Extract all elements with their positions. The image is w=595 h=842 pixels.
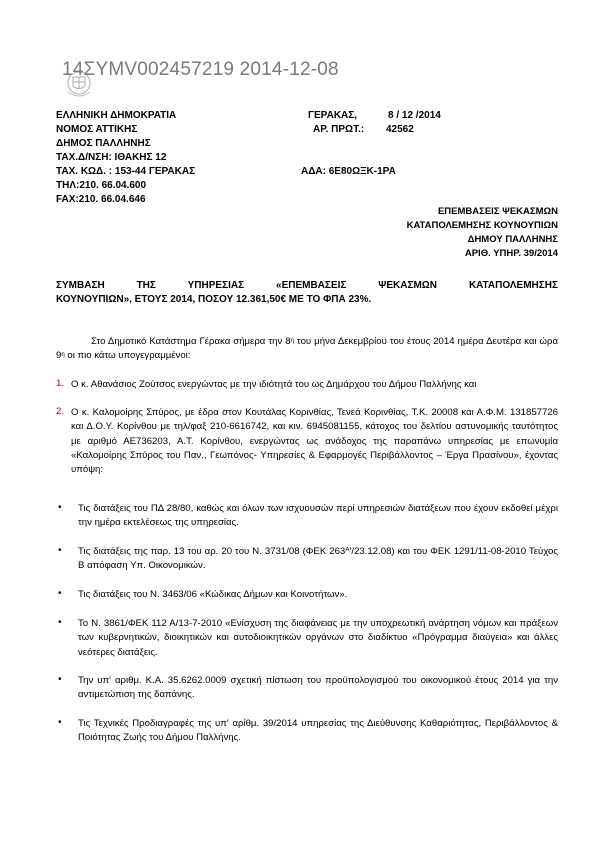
party-2-text: Ο κ. Καλομοίρης Σπύρος, με έδρα στον Κουτάλας Κορινθίας, Τενεά Κορινθίας, Τ.Κ. 20008 και Α.Φ.Μ. 131857726 και Δ.Ο.Υ. Κορίνθου με τηλ/φαξ 210-6616742, και κιν. 6945081155, κάτοχος του δελτίου αστυνομικής ταυτότητος με αριθμό ΑΕ736203, Α.Τ. Κορίνθου, ενεργώντας ως ανάδοχος της παραπάνω υπηρεσίας με επωνυμία «Καλομοίρης Σπύρος του Παν., Γεωπόνος- Υπηρεσίες & Εφαρμογές Περιβάλλοντος – Έργα Πρασίνου», έχοντας υπόψη: [71, 407, 558, 476]
intro-sup-1: η [290, 338, 294, 344]
header-ada: ΑΔΑ: 6Ε80ΩΞΚ-1ΡΑ [301, 166, 396, 177]
bullet-icon: • [58, 588, 62, 599]
service-name-line1: ΕΠΕΜΒΑΣΕΙΣ ΨΕΚΑΣΜΩΝ [437, 206, 558, 217]
consideration-1: Τις διατάξεις του ΠΔ 28/80, καθώς και όλων των ισχυουσών περί υπηρεσιών διατάξεων που έχουν εκδοθεί μέχρι την ημέρα εκτελέσεως της υπηρεσίας. [78, 503, 558, 529]
party-1-text: Ο κ. Αθανάσιος Ζούτσος ενεργώντας με την ιδιότητά του ως Δημάρχου του Δήμου Παλλήνης και [71, 379, 477, 390]
header-place: ΓΕΡΑΚΑΣ, [308, 110, 358, 121]
bullet-icon: • [58, 545, 62, 556]
service-name-line2: ΚΑΤΑΠΟΛΕΜΗΣΗΣ ΚΟΥΝΟΥΠΙΩΝ [406, 220, 558, 231]
party-number-2: 2. [56, 406, 65, 417]
party-number-1: 1. [56, 378, 65, 389]
bullet-icon: • [58, 502, 62, 513]
service-number: ΑΡΙΘ. ΥΠΗΡ. 39/2014 [464, 248, 558, 259]
consideration-3: Τις διατάξεις του Ν. 3463/06 «Κώδικας Δήμων και Κοινοτήτων». [78, 589, 348, 600]
bullet-icon: • [58, 674, 62, 685]
intro-text-a: Στο Δημοτικό Κατάστημα Γέρακα σήμερα την 8 [91, 336, 291, 347]
header-protocol-number: 42562 [386, 124, 414, 135]
header-address: ΤΑΧ.Δ/ΝΣΗ: ΙΘΑΚΗΣ 12 [56, 152, 167, 163]
bullet-icon: • [58, 617, 62, 628]
contract-title-line2: ΚΟΥΝΟΥΠΙΩΝ», ΕΤΟΥΣ 2014, ΠΟΣΟΥ 12.361,50€ ΜΕ ΤΟ ΦΠΑ 23%. [56, 294, 372, 305]
contract-title [56, 279, 558, 307]
intro-sup-2: η [61, 352, 65, 359]
contract-title-line1: ΣΥΜΒΑΣΗ ΤΗΣ ΥΠΗΡΕΣΙΑΣ «ΕΠΕΜΒΑΣΕΙΣ ΨΕΚΑΣΜΩΝ ΚΑΤΑΠΟΛΕΜΗΣΗΣ [56, 280, 558, 291]
service-name-line3: ΔΗΜΟΥ ΠΑΛΛΗΝΗΣ [467, 234, 558, 245]
consideration-4: Το Ν. 3861/ΦΕΚ 112 Α/13-7-2010 «Ενίσχυση της διαφάνειας με την υποχρεωτική ανάρτηση νόμων και πράξεων των κυβερνητικών, διοικητικών και αυτοδιοικητικών οργάνων στο διαδίκτυο «Πρόγραμμα διαύγεια» και άλλες νεότερες διατάξεις. [78, 618, 558, 658]
header-phone: ΤΗΛ:210. 66.04.600 [56, 180, 147, 191]
header-prefecture: ΝΟΜΟΣ ΑΤΤΙΚΗΣ [56, 124, 138, 135]
intro-text-c: οι πιο κάτω υπογεγραμμένοι: [64, 350, 191, 362]
consideration-5: Την υπ' αριθμ. Κ.Α. 35.6262.0009 σχετική πίστωση του προϋπολογισμού του οικονομικού έτους 2014 για την αντιμετώπιση της δαπάνης. [78, 675, 558, 701]
header-protocol-label: ΑΡ. ΠΡΩΤ.: [313, 124, 365, 135]
consideration-6: Τις Τεχνικές Προδιαγραφές της υπ' αρίθμ. 39/2014 υπηρεσίας της Διεύθυνσης Καθαριότητας, Περιβάλλοντος & Ποιότητας Ζωής του Δήμου Παλλήνης. [78, 718, 558, 744]
header-date: 8 / 12 /2014 [388, 110, 441, 121]
document-watermark: 14ΣΥΜV002457219 2014-12-08 [62, 59, 339, 80]
consideration-2: Τις διατάξεις της παρ. 13 του αρ. 20 του Ν. 3731/08 (ΦΕΚ 263ᴬ'/23.12.08) και του ΦΕΚ 1291/11-08-2010 Τεύχος Β απόφαση Υπ. Οικονομικών. [78, 546, 558, 572]
bullet-icon: • [58, 717, 62, 728]
header-municipality: ΔΗΜΟΣ ΠΑΛΛΗΝΗΣ [56, 138, 151, 149]
header-fax: FAX:210. 66.04.646 [56, 194, 146, 205]
header-country: ΕΛΛΗΝΙΚΗ ΔΗΜΟΚΡΑΤΙΑ [56, 110, 177, 121]
intro-text-b: του μήνα Δεκεμβρίου του έτους 2014 ημέρα Δευτέρα και ώρα 9 [56, 336, 558, 362]
header-postal-code: ΤΑΧ. ΚΩΔ. : 153-44 ΓΕΡΑΚΑΣ [56, 166, 196, 177]
intro-paragraph [56, 335, 558, 364]
